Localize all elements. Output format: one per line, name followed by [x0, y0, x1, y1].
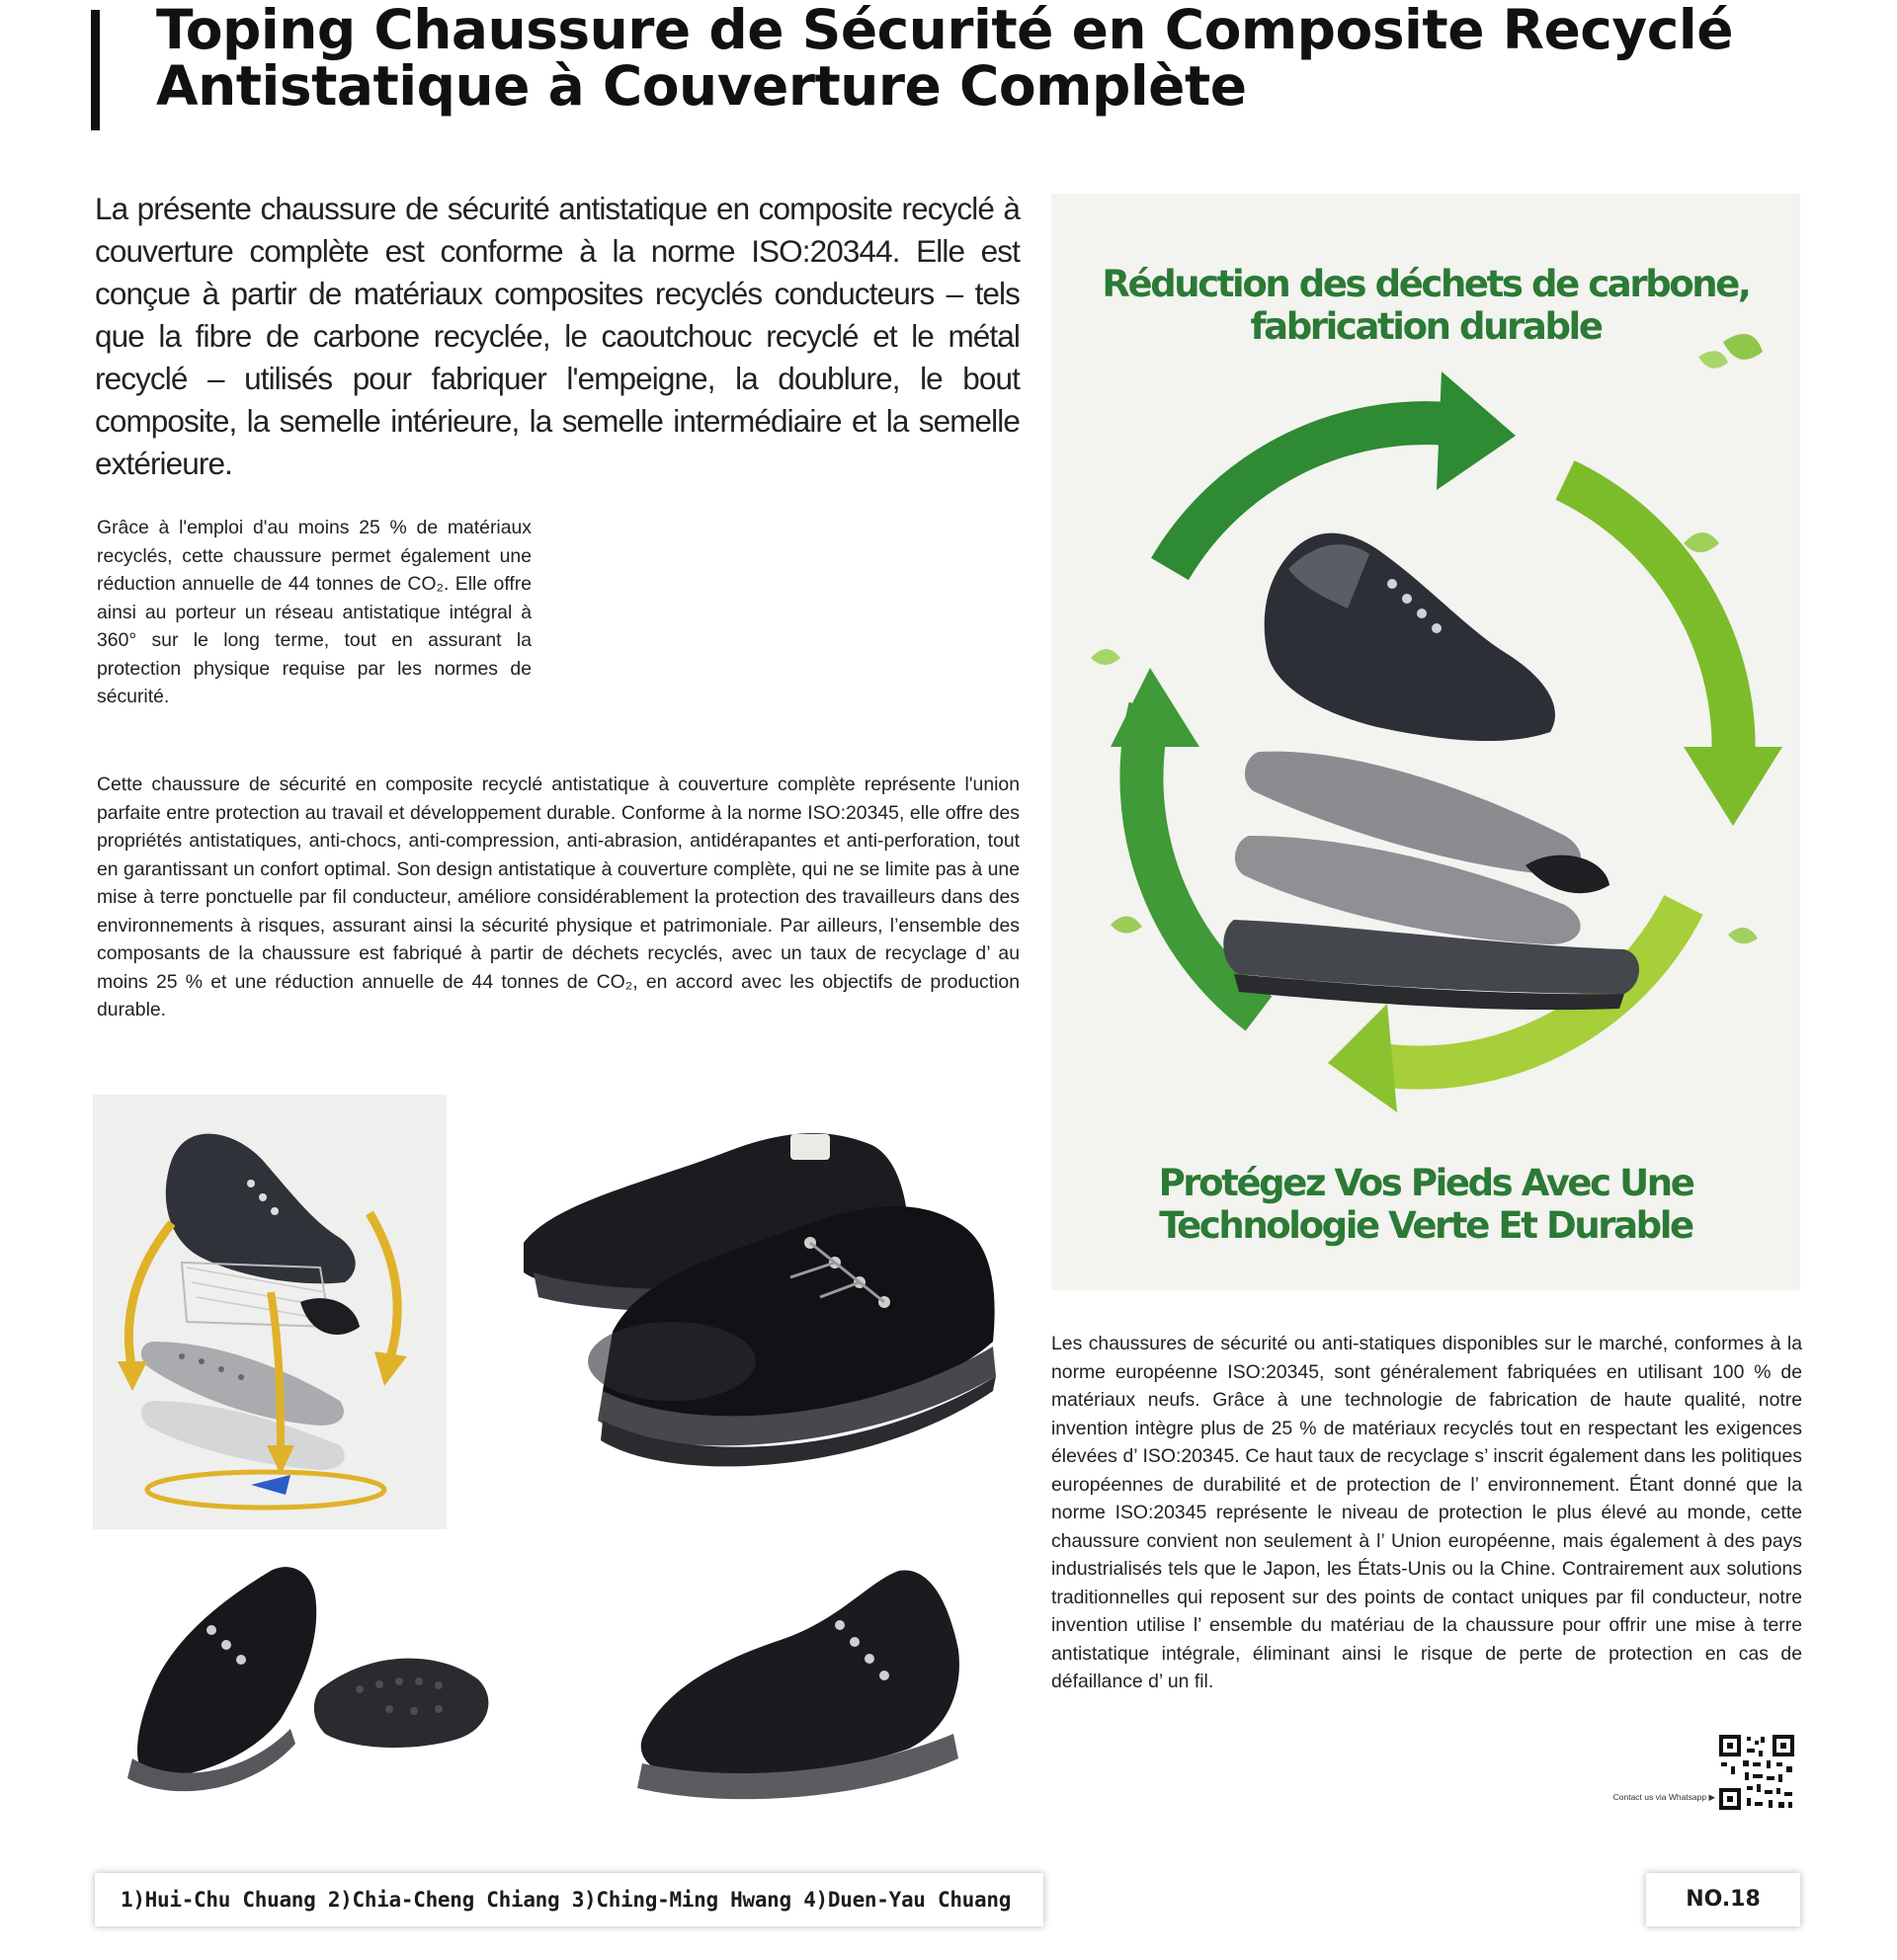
- poster-headline-line1: Réduction des déchets de carbone,: [1102, 263, 1750, 305]
- poster-tagline: [1051, 1162, 1800, 1247]
- market-comparison-paragraph: Les chaussures de sécurité ou anti-statiques disponibles sur le marché, conformes à la norme européenne ISO:20345, sont généralement fabriquées en utilisant 100 % de matériaux neufs. Grâce à une technologie de fabrication de haute qualité, notre invention intègre plus de 25 % de matériaux recyclés tout en respectant les exigences élevées d’ ISO:20345. Ce haut taux de recyclage s’ inscrit également dans les politiques européennes de durabilité et de protection de l’ environnement. Étant donné que la norme ISO:20345 représente le niveau de protection le plus élevé au monde, cette chaussure convient non seulement à l’ Union européenne, mais également à des pays industrialisés tels que le Japon, les États-Unis ou la Chine. Contrairement aux solutions traditionnelles qui reposent sur des points de contact uniques par fil conducteur, notre invention utilise l’ ensemble du matériau de la chaussure pour offrir une mise à terre antistatique intégrale, éliminant ainsi le risque de perte de protection en cas de défaillance d’ un fil.: [1051, 1333, 1802, 1692]
- protection-paragraph: Cette chaussure de sécurité en composite recyclé antistatique à couverture complète représente l'union parfaite entre protection au travail et développement durable. Conforme à la norme ISO:20345, elle offre des propriétés antistatiques, anti-chocs, anti-compression, anti-abrasion, antidérapantes et anti-perforation, tout en garantissant un confort optimal. Son design antistatique à couverture complète, qui ne se limite pas à une mise à terre ponctuelle par fil conducteur, améliore considérablement la protection des travailleurs dans des environnements à risques, assurant ainsi la sécurité physique et patrimoniale. Par ailleurs, l’ensemble des composants de la chaussure est fabriqué à partir de déchets recyclés, avec un taux de recyclage d’ au moins 25 % et une réduction annuelle de 44 tonnes de CO₂, en accord avec les objectifs de production durable.: [97, 774, 1020, 1021]
- poster-tagline-line2: Technologie Verte Et Durable: [1159, 1204, 1692, 1247]
- recycled-materials-paragraph: Grâce à l'emploi d'au moins 25 % de matériaux recyclés, cette chaussure permet également une réduction annuelle de 44 tonnes de CO₂. Elle offre ainsi au porteur un réseau antistatique intégral à 360° sur le long terme, tout en assurant la protection physique requise par les normes de sécurité.: [97, 517, 532, 707]
- leaf-icon: [1111, 916, 1142, 933]
- shoe-side-photo: [613, 1541, 1020, 1818]
- poster-headline: [1051, 263, 1800, 348]
- page-title: [156, 0, 1856, 118]
- leaf-icon: [1728, 928, 1758, 943]
- lead-paragraph: La présente chaussure de sécurité antistatique en composite recyclé à couverture complète est conforme à la norme ISO:20344. Elle est conçue à partir de matériaux composites recyclés conducteurs – tels que la fibre de carbone recyclée, le caoutchouc recyclé et le métal recyclé – utilisés pour fabriquer l'empeigne, la doublure, le bout composite, la semelle intérieure, la semelle intermédiaire et la semelle extérieure.: [95, 191, 1020, 481]
- qr-code-icon[interactable]: [1717, 1733, 1796, 1812]
- leaf-icon: [1091, 649, 1120, 665]
- arrow-right: [1565, 480, 1734, 767]
- page-title-line2: Antistatique à Couverture Complète: [156, 54, 1247, 118]
- exploded-view-photo: [93, 1095, 447, 1529]
- recycling-arrows-illustration: [1051, 194, 1800, 1290]
- shoe-sole-photo: [93, 1541, 508, 1818]
- shoe-exploded-view-icon: [93, 1095, 447, 1529]
- shoe-pair-photo: [494, 1095, 1020, 1490]
- leaf-icon: [1684, 532, 1719, 552]
- black-safety-shoe-icon: [494, 1095, 1020, 1490]
- page-title-line1: Toping Chaussure de Sécurité en Composite Recyclé: [156, 0, 1734, 61]
- page-number-badge: NO.18: [1646, 1873, 1800, 1926]
- sustainability-poster: [1051, 194, 1800, 1290]
- leaf-icon: [1698, 351, 1728, 368]
- title-accent-bar: [91, 10, 100, 130]
- poster-headline-line2: fabrication durable: [1250, 305, 1602, 348]
- exploded-shoe-icon: [1223, 533, 1639, 1011]
- whatsapp-contact-label: Contact us via Whatsapp ▶: [1612, 1792, 1715, 1802]
- black-safety-shoe-icon: [613, 1541, 1020, 1818]
- authors-footer: 1)Hui-Chu Chuang 2)Chia-Cheng Chiang 3)Ching-Ming Hwang 4)Duen-Yau Chuang: [95, 1873, 1043, 1926]
- black-safety-shoe-icon: [93, 1541, 508, 1818]
- poster-tagline-line1: Protégez Vos Pieds Avec Une: [1158, 1162, 1693, 1204]
